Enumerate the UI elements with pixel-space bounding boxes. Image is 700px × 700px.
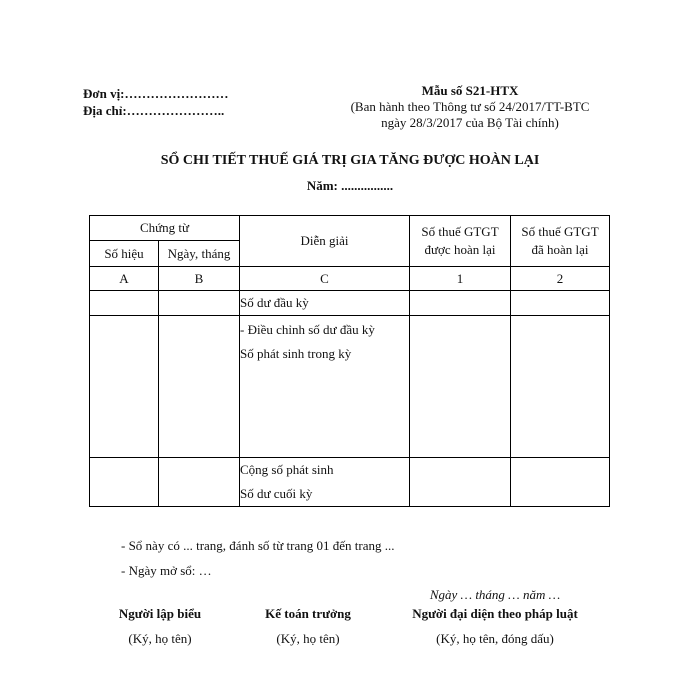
table-row-opening (90, 291, 610, 316)
cell-empty (410, 291, 511, 316)
unit-line: Đơn vị:…………………… (83, 86, 229, 101)
header-col-2-line1: Số thuế GTGT (521, 224, 599, 239)
header-col-1 (410, 216, 511, 267)
cell-empty (159, 316, 240, 458)
issued-line-1: (Ban hành theo Thông tư số 24/2017/TT-BTC (350, 99, 590, 114)
header-col-2-line2: đã hoàn lại (531, 242, 589, 257)
code-a: A (90, 267, 159, 291)
header-ngaythang: Ngày, tháng (159, 241, 240, 267)
code-c: C (240, 267, 410, 291)
cell-empty (90, 458, 159, 507)
header-col-1-line2: được hoàn lại (424, 242, 496, 257)
cell-empty (511, 316, 610, 458)
code-b: B (159, 267, 240, 291)
code-1: 1 (410, 267, 511, 291)
cell-empty (410, 458, 511, 507)
table-row-closing (90, 458, 610, 507)
cell-empty (90, 316, 159, 458)
ledger-table (89, 215, 610, 507)
header-row-1 (90, 216, 610, 241)
sig-preparer: Người lập biểu (118, 606, 202, 621)
cell-empty (159, 458, 240, 507)
cell-empty (511, 458, 610, 507)
header-col-2 (511, 216, 610, 267)
row-arising-label: Số phát sinh trong kỳ (240, 346, 352, 361)
header-col-1-line1: Số thuế GTGT (421, 224, 499, 239)
row-closing-label: Số dư cuối kỳ (240, 486, 313, 501)
page-title: SỔ CHI TIẾT THUẾ GIÁ TRỊ GIA TĂNG ĐƯỢC HOÀN LẠI (160, 153, 540, 168)
year-line: Năm: ................ (306, 178, 394, 193)
cell-empty (90, 291, 159, 316)
sig-representative: Người đại diện theo pháp luật (412, 606, 578, 621)
table-row-arising (90, 316, 610, 458)
sig-representative-note: (Ký, họ tên, đóng dấu) (436, 631, 554, 646)
sig-accountant-note: (Ký, họ tên) (276, 631, 340, 646)
row-arising-cell (240, 316, 410, 458)
row-adjust-label: - Điều chỉnh số dư đầu kỳ (240, 322, 375, 337)
date-line: Ngày … tháng … năm … (429, 587, 561, 602)
note-pages: - Sổ này có ... trang, đánh số từ trang 01 đến trang ... (121, 538, 395, 553)
header-sohieu: Số hiệu (90, 241, 159, 267)
row-opening-label: Số dư đầu kỳ (240, 291, 410, 316)
header-chungtu: Chứng từ (90, 216, 240, 241)
code-2: 2 (511, 267, 610, 291)
code-row (90, 267, 610, 291)
row-closing-cell (240, 458, 410, 507)
address-line: Địa chỉ:………………….. (83, 103, 225, 118)
cell-empty (410, 316, 511, 458)
form-number: Mẫu số S21-HTX (421, 83, 519, 98)
issued-line-2: ngày 28/3/2017 của Bộ Tài chính) (381, 115, 559, 130)
cell-empty (511, 291, 610, 316)
header-diengiai: Diễn giải (240, 216, 410, 267)
cell-empty (159, 291, 240, 316)
row-total-label: Cộng số phát sinh (240, 462, 334, 477)
note-open-date: - Ngày mở sổ: … (121, 563, 212, 578)
unit-info (83, 85, 229, 119)
sig-accountant: Kế toán trưởng (265, 606, 351, 621)
sig-preparer-note: (Ký, họ tên) (128, 631, 192, 646)
form-info (330, 83, 610, 131)
